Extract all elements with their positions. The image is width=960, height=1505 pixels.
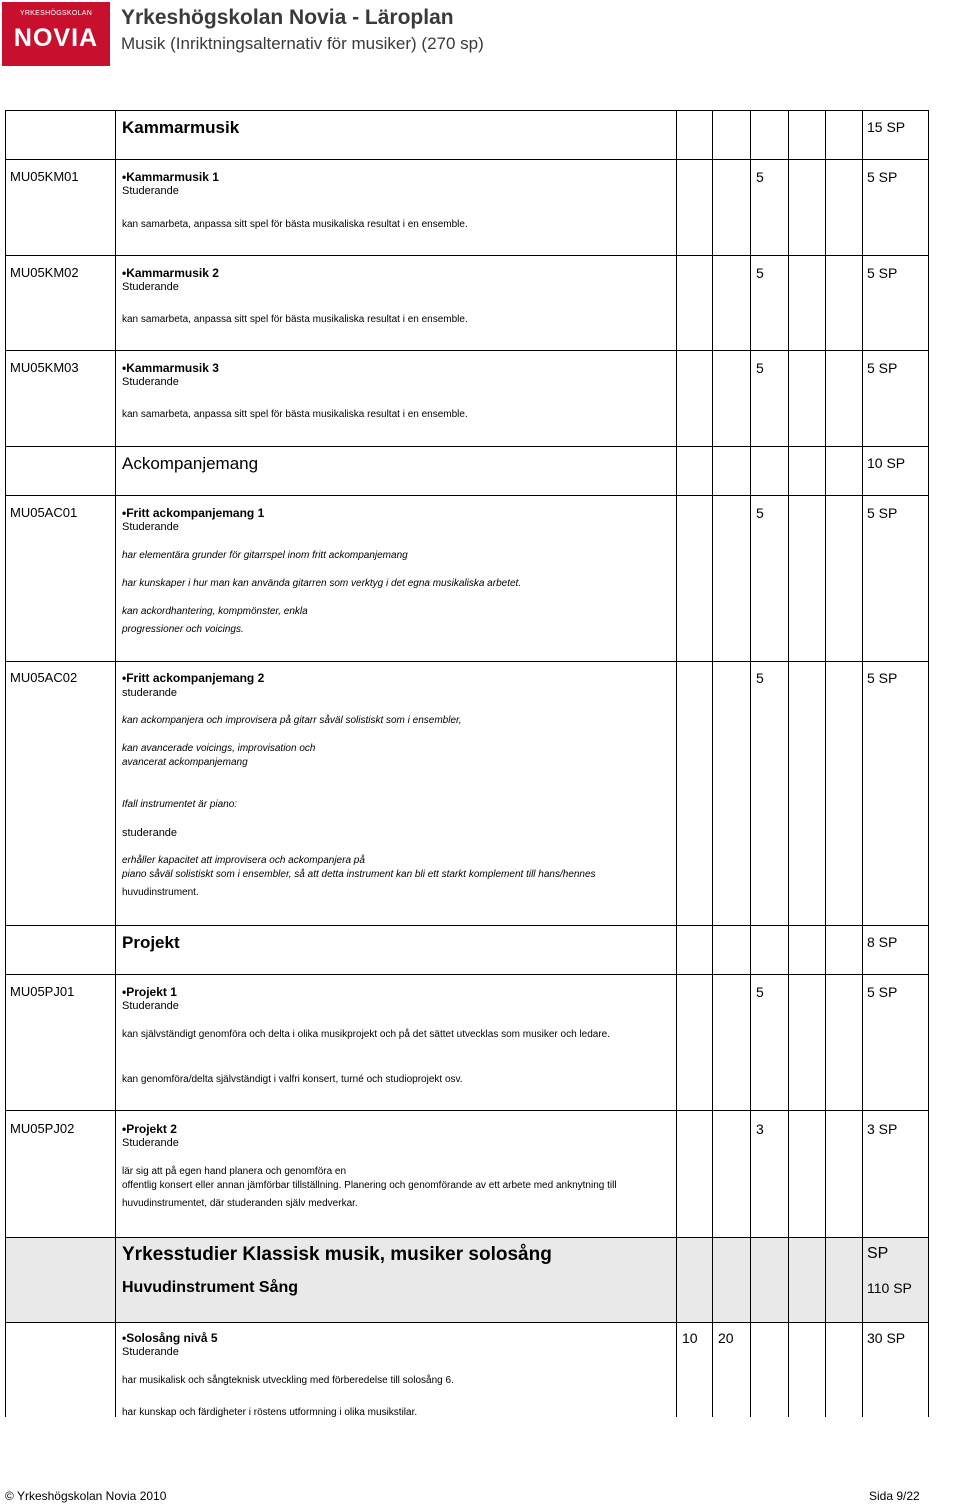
course-code: MU05PJ01 — [10, 984, 75, 999]
yrkes-subtitle: Huvudinstrument Sång — [122, 1279, 299, 1296]
page-subtitle: Musik (Inriktningsalternativ för musiker) (270 sp) — [121, 34, 484, 53]
row-line — [5, 925, 928, 926]
row-line — [5, 159, 928, 160]
course-description: kan samarbeta, anpassa sitt spel för bästa musikaliska resultat i en ensemble. — [122, 409, 468, 420]
section-sp: 8 SP — [867, 934, 898, 950]
course-audience: studerande — [122, 687, 178, 699]
section-title: Kammarmusik — [122, 118, 240, 137]
course-credit-2: 20 — [718, 1330, 734, 1346]
course-description: kan avancerade voicings, improvisation och — [122, 743, 316, 754]
course-description: huvudinstrumentet, där studeranden själv medverkar. — [122, 1198, 358, 1209]
course-sp: 3 SP — [867, 1121, 898, 1137]
table-divider-5 — [825, 110, 826, 1417]
section-sp: 15 SP — [867, 119, 906, 135]
course-credit-1: 10 — [682, 1330, 698, 1346]
yrkes-sp: SP — [867, 1245, 889, 1262]
logo-text: NOVIA — [13, 24, 99, 52]
course-description: kan samarbeta, anpassa sitt spel för bästa musikaliska resultat i en ensemble. — [122, 314, 468, 325]
course-title: • Projekt 1 — [122, 985, 177, 999]
course-sp: 5 SP — [867, 265, 898, 281]
course-description: progressioner och voicings. — [122, 624, 244, 635]
row-line — [5, 446, 928, 447]
course-sp: 5 SP — [867, 984, 898, 1000]
course-description: har musikalisk och sångteknisk utveckling med förberedelse till solosång 6. — [122, 1375, 454, 1386]
course-sp: 5 SP — [867, 169, 898, 185]
course-code: MU05AC01 — [10, 505, 78, 520]
table-divider-1 — [676, 110, 677, 1417]
section-title: Ackompanjemang — [122, 454, 259, 473]
course-audience: Studerande — [122, 1346, 179, 1358]
footer-page-number: Sida 9/22 — [869, 1489, 920, 1503]
course-description: huvudinstrument. — [122, 887, 199, 898]
logo-top-text: YRKESHÖGSKOLAN — [19, 10, 93, 17]
course-title: • Kammarmusik 3 — [122, 361, 219, 375]
course-title: • Fritt ackompanjemang 1 — [122, 506, 264, 520]
table-divider-6 — [862, 110, 863, 1417]
course-sp: 5 SP — [867, 670, 898, 686]
row-line — [5, 255, 928, 256]
page-title: Yrkeshögskolan Novia - Läroplan — [121, 6, 454, 29]
table-border-left — [5, 110, 6, 1417]
course-credit: 5 — [756, 265, 764, 281]
course-title: • Projekt 2 — [122, 1122, 177, 1136]
course-sp: 5 SP — [867, 505, 898, 521]
row-line — [5, 1237, 928, 1238]
course-description: studerande — [122, 827, 178, 839]
table-divider-4 — [788, 110, 789, 1417]
course-title: • Kammarmusik 2 — [122, 266, 219, 280]
table-divider-code — [115, 110, 116, 1417]
course-audience: Studerande — [122, 1000, 179, 1012]
course-description: piano såväl solistiskt som i ensembler, så att detta instrument kan bli ett starkt komplement till hans/hennes — [122, 869, 596, 880]
row-line — [5, 974, 928, 975]
course-description: kan genomföra/delta självständigt i valfri konsert, turné och studioprojekt osv. — [122, 1074, 463, 1085]
course-description: har kunskap och färdigheter i röstens utformning i olika musikstilar. — [122, 1407, 418, 1418]
course-description: kan samarbeta, anpassa sitt spel för bästa musikaliska resultat i en ensemble. — [122, 219, 468, 230]
course-description: lär sig att på egen hand planera och genomföra en — [122, 1166, 347, 1177]
course-description: Ifall instrumentet är piano: — [122, 799, 238, 810]
course-title: • Fritt ackompanjemang 2 — [122, 671, 264, 685]
course-credit: 5 — [756, 984, 764, 1000]
course-credit: 5 — [756, 169, 764, 185]
row-line — [5, 495, 928, 496]
yrkes-sub-sp: 110 SP — [867, 1280, 912, 1296]
row-line — [5, 1110, 928, 1111]
course-audience: Studerande — [122, 521, 179, 533]
course-code: MU05KM03 — [10, 360, 79, 375]
course-description: offentlig konsert eller annan jämförbar tillställning. Planering och genomförande av ett arbete med anknytning till — [122, 1180, 617, 1191]
course-sp: 5 SP — [867, 360, 898, 376]
course-credit: 5 — [756, 360, 764, 376]
row-line — [5, 110, 928, 111]
yrkes-title: Yrkesstudier Klassisk musik, musiker solosång — [122, 1244, 552, 1265]
course-code: MU05AC02 — [10, 670, 78, 685]
course-audience: Studerande — [122, 281, 179, 293]
course-title: • Kammarmusik 1 — [122, 170, 219, 184]
table-border-right — [928, 110, 929, 1417]
table-divider-2 — [712, 110, 713, 1417]
course-credit: 3 — [756, 1121, 764, 1137]
course-title: • Solosång nivå 5 — [122, 1331, 218, 1345]
course-credit: 5 — [756, 505, 764, 521]
course-audience: Studerande — [122, 185, 179, 197]
course-credit: 5 — [756, 670, 764, 686]
course-sp: 30 SP — [867, 1330, 906, 1346]
course-code: MU05PJ02 — [10, 1121, 75, 1136]
section-title: Projekt — [122, 933, 180, 952]
course-description: kan självständigt genomföra och delta i olika musikprojekt och på det sättet utvecklas som musiker och ledare. — [122, 1029, 611, 1040]
course-description: avancerat ackompanjemang — [122, 757, 248, 768]
course-audience: Studerande — [122, 1137, 179, 1149]
course-code: MU05KM02 — [10, 265, 79, 280]
row-line — [5, 1322, 928, 1323]
novia-logo — [2, 2, 110, 66]
row-line — [5, 661, 928, 662]
course-description: kan ackordhantering, kompmönster, enkla — [122, 606, 308, 617]
table-divider-3 — [750, 110, 751, 1417]
row-line — [5, 350, 928, 351]
course-description: har elementära grunder för gitarrspel inom fritt ackompanjemang — [122, 550, 408, 561]
course-description: erhåller kapacitet att improvisera och ackompanjera på — [122, 855, 365, 866]
footer-copyright: © Yrkeshögskolan Novia 2010 — [5, 1489, 167, 1503]
course-code: MU05KM01 — [10, 169, 79, 184]
course-description: kan ackompanjera och improvisera på gitarr såväl solistiskt som i ensembler, — [122, 715, 462, 726]
course-description: har kunskaper i hur man kan använda gitarren som verktyg i det egna musikaliska arbetet. — [122, 578, 522, 589]
section-sp: 10 SP — [867, 455, 906, 471]
course-audience: Studerande — [122, 376, 179, 388]
